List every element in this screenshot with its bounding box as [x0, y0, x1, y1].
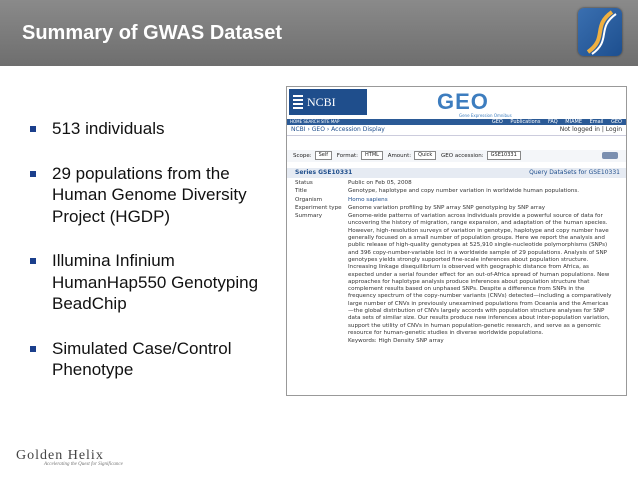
- golden-helix-logo: [16, 448, 123, 467]
- scope-select[interactable]: Self: [315, 151, 332, 160]
- bullet-item: Simulated Case/Control Phenotype: [30, 338, 280, 381]
- geo-screenshot: [286, 86, 627, 396]
- geo-topbar: [287, 87, 626, 119]
- series-title: Series GSE10331: [295, 169, 353, 176]
- bullet-item: 29 populations from the Human Genome Diversity Project (HGDP): [30, 163, 280, 228]
- bullet-item: 513 individuals: [30, 118, 280, 140]
- geo-logo-subtitle: Gene Expression Omnibus: [459, 113, 512, 118]
- format-select[interactable]: HTML: [361, 151, 383, 160]
- bullet-marker-icon: [30, 346, 36, 352]
- bullet-item: Illumina Infinium HumanHap550 Genotyping BeadChip: [30, 250, 280, 315]
- geo-logo[interactable]: GEO: [437, 89, 489, 114]
- series-header: [287, 168, 626, 178]
- bullet-marker-icon: [30, 171, 36, 177]
- go-button[interactable]: [602, 152, 618, 159]
- bullet-list: [30, 118, 280, 404]
- table-row: Organism Homo sapiens: [295, 196, 388, 203]
- ncbi-logo[interactable]: NCBI: [289, 89, 367, 115]
- bullet-marker-icon: [30, 258, 36, 264]
- ncbi-dots-icon: [293, 95, 303, 109]
- query-datasets-link[interactable]: Query DataSets for GSE10331: [529, 169, 620, 176]
- nav-left-links[interactable]: HOME SEARCH SITE MAP: [290, 119, 340, 124]
- helix-logo-icon: [578, 8, 622, 56]
- breadcrumb: [287, 125, 626, 136]
- slide-title: Summary of GWAS Dataset: [22, 22, 283, 44]
- table-row: Status Public on Feb 05, 2008: [295, 180, 412, 186]
- table-row: Experiment type Genome variation profiling by SNP array SNP genotyping by SNP array: [295, 204, 546, 211]
- bullet-marker-icon: [30, 126, 36, 132]
- table-row: Keywords: High Density SNP array: [348, 338, 444, 345]
- query-bar: Scope: Self Format: HTML Amount: Quick GEO accession: GSE10331: [287, 150, 626, 162]
- brand-tagline: Accelerating the Quest for Significance: [44, 462, 123, 467]
- accession-input[interactable]: GSE10331: [487, 151, 521, 160]
- table-row: Summary Genome-wide patterns of variation across individuals provide a powerful source of data for uncovering the history of migration, range expansion, and adaptation of the human species. However, high-resolution surveys of variation in genotype, haplotype and copy number have generally focused on a small number of population groups. Here we report the analysis and public release of high-quality genotypes at 525,910 single-nucleotide polymorphisms (SNPs) and 396 copy-number-variable loci in a worldwide sample of 29 populations. Analysis of SNP genotypes yields strongly supported fine-scale inferences about population structure. Increasing linkage disequilibrium is observed with geographic distance from Africa, as expected under a serial founder effect for an out-of-Africa spread of human populations. New approaches for haplotype analysis produce inferences about population structure that complement results based on unphased SNPs. Despite a difference from SNPs in the frequency spectrum of the copy-number variants (CNVs) detected—including a comparatively large number of CNVs in previously unexamined populations from Oceania and the Americas—the global distribution of CNVs largely accords with population structure analyses for SNP data sets of similar size. Our results produce new inferences about inter-population variation, support the utility of CNVs in human population-genetic research, and serve as a genomic resource for human-genetic studies in diverse worldwide populations.: [295, 213, 612, 336]
- brand-name: Golden Helix: [16, 448, 104, 463]
- login-status[interactable]: Not logged in | Login: [559, 126, 622, 133]
- amount-select[interactable]: Quick: [414, 151, 436, 160]
- slide-header: [0, 0, 638, 66]
- series-details: [295, 180, 615, 347]
- breadcrumb-text[interactable]: NCBI › GEO › Accession Display: [291, 126, 385, 133]
- nav-right-links[interactable]: GEO Publications FAQ MIAME Email GEO: [491, 119, 622, 125]
- table-row: Title Genotype, haplotype and copy number variation in worldwide human populations.: [295, 188, 580, 195]
